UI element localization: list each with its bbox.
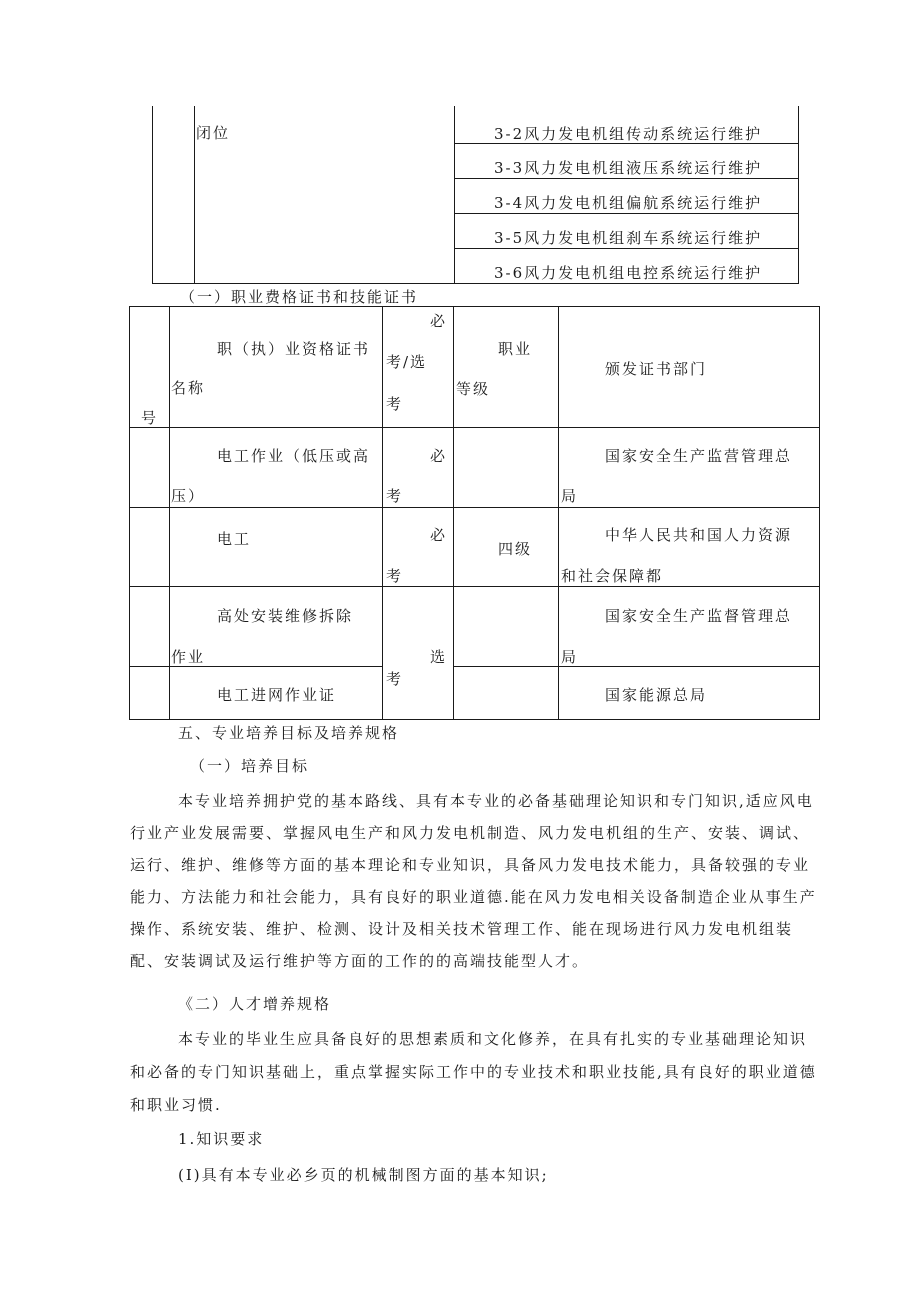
top-table-row: 3-6风力发电机组电控系统运行维护 <box>494 264 763 282</box>
cert-header-required: 必 <box>430 312 448 330</box>
cert-row-name: 压） <box>171 487 206 505</box>
top-table-left-label: 闭位 <box>196 124 231 142</box>
top-table-row: 3-5风力发电机组刹车系统运行维护 <box>494 229 763 247</box>
cert-row-dept: 局 <box>561 487 579 505</box>
paragraph-line: 行业产业发展需要、掌握风电生产和风力发电机制造、风力发电机组的生产、安装、调试、 <box>130 824 811 842</box>
cert-row-required: 必 <box>430 447 448 465</box>
cert-header-name: 名称 <box>171 379 206 397</box>
paragraph-line: 运行、维护、维修等方面的基本理论和专业知识，具备风力发电技术能力，具备较强的专业 <box>130 856 811 874</box>
cert-header-required: 考/选 <box>386 353 428 371</box>
top-table-row: 3-3风力发电机组液压系统运行维护 <box>494 159 763 177</box>
cert-row-name: 高处安装维修拆除 <box>217 607 354 625</box>
cert-header-required: 考 <box>386 395 404 413</box>
top-table-row: 3-4风力发电机组偏航系统运行维护 <box>494 194 763 212</box>
cert-row-dept: 国家安全生产监督管理总 <box>605 607 793 625</box>
paragraph-line: 和必备的专门知识基础上，重点掌握实际工作中的专业技术和职业技能,具有良好的职业道德 <box>130 1063 817 1081</box>
cert-row-required: 考 <box>386 567 404 585</box>
cert-header-level: 职业 <box>498 340 533 358</box>
section5-title: 五、专业培养目标及培养规格 <box>178 724 400 742</box>
cert-section-title: （一）职业费格证书和技能证书 <box>180 288 419 306</box>
cert-row-name: 电工 <box>217 530 252 548</box>
paragraph-line: 操作、系统安装、维护、检测、设计及相关技术管理工作、能在现场进行风力发电机组装 <box>130 920 794 938</box>
goal-title: （一）培养目标 <box>190 757 310 775</box>
cert-row-dept: 国家安全生产监营管理总 <box>605 447 793 465</box>
cert-row-name: 电工作业（低压或高 <box>217 447 371 465</box>
cert-row-dept: 中华人民共和国人力资源 <box>605 526 793 544</box>
cert-row-required: 考 <box>386 487 404 505</box>
spec-title: 《二）人才增养规格 <box>178 995 332 1013</box>
paragraph-line: 本专业的毕业生应具备良好的思想素质和文化修养，在具有扎实的专业基础理论知识 <box>178 1030 808 1048</box>
cert-row-dept: 局 <box>561 648 579 666</box>
paragraph-line: 配、安装调试及运行维护等方面的工作的的高端技能型人才。 <box>130 952 590 970</box>
cert-header-dept: 颁发证书部门 <box>605 360 708 378</box>
paragraph-line: 和职业习惯. <box>130 1096 222 1114</box>
paragraph-line: 能力、方法能力和社会能力，具有良好的职业道德.能在风力发电相关设备制造企业从事生产 <box>130 888 817 906</box>
knowledge-item: (I)具有本专业必乡页的机械制图方面的基本知识; <box>178 1166 549 1184</box>
cert-row-name: 作业 <box>171 648 206 666</box>
cert-header-name: 职（执）业资格证书 <box>217 340 371 358</box>
cert-row-level: 四级 <box>498 540 533 558</box>
cert-merged-required: 选 <box>430 648 448 666</box>
knowledge-title: 1.知识要求 <box>178 1130 265 1148</box>
top-table-row: 3-2风力发电机组传动系统运行维护 <box>494 125 763 143</box>
cert-merged-required: 考 <box>386 670 404 688</box>
cert-row-dept: 和社会保障都 <box>561 567 664 585</box>
cert-row-name: 电工进网作业证 <box>217 686 337 704</box>
cert-header-level: 等级 <box>456 380 491 398</box>
cert-row-dept: 国家能源总局 <box>605 686 708 704</box>
cert-header-num: 号 <box>141 409 159 427</box>
paragraph-line: 本专业培养拥护党的基本路线、具有本专业的必备基础理论知识和专门知识,适应风电 <box>178 792 814 810</box>
cert-row-required: 必 <box>430 526 448 544</box>
